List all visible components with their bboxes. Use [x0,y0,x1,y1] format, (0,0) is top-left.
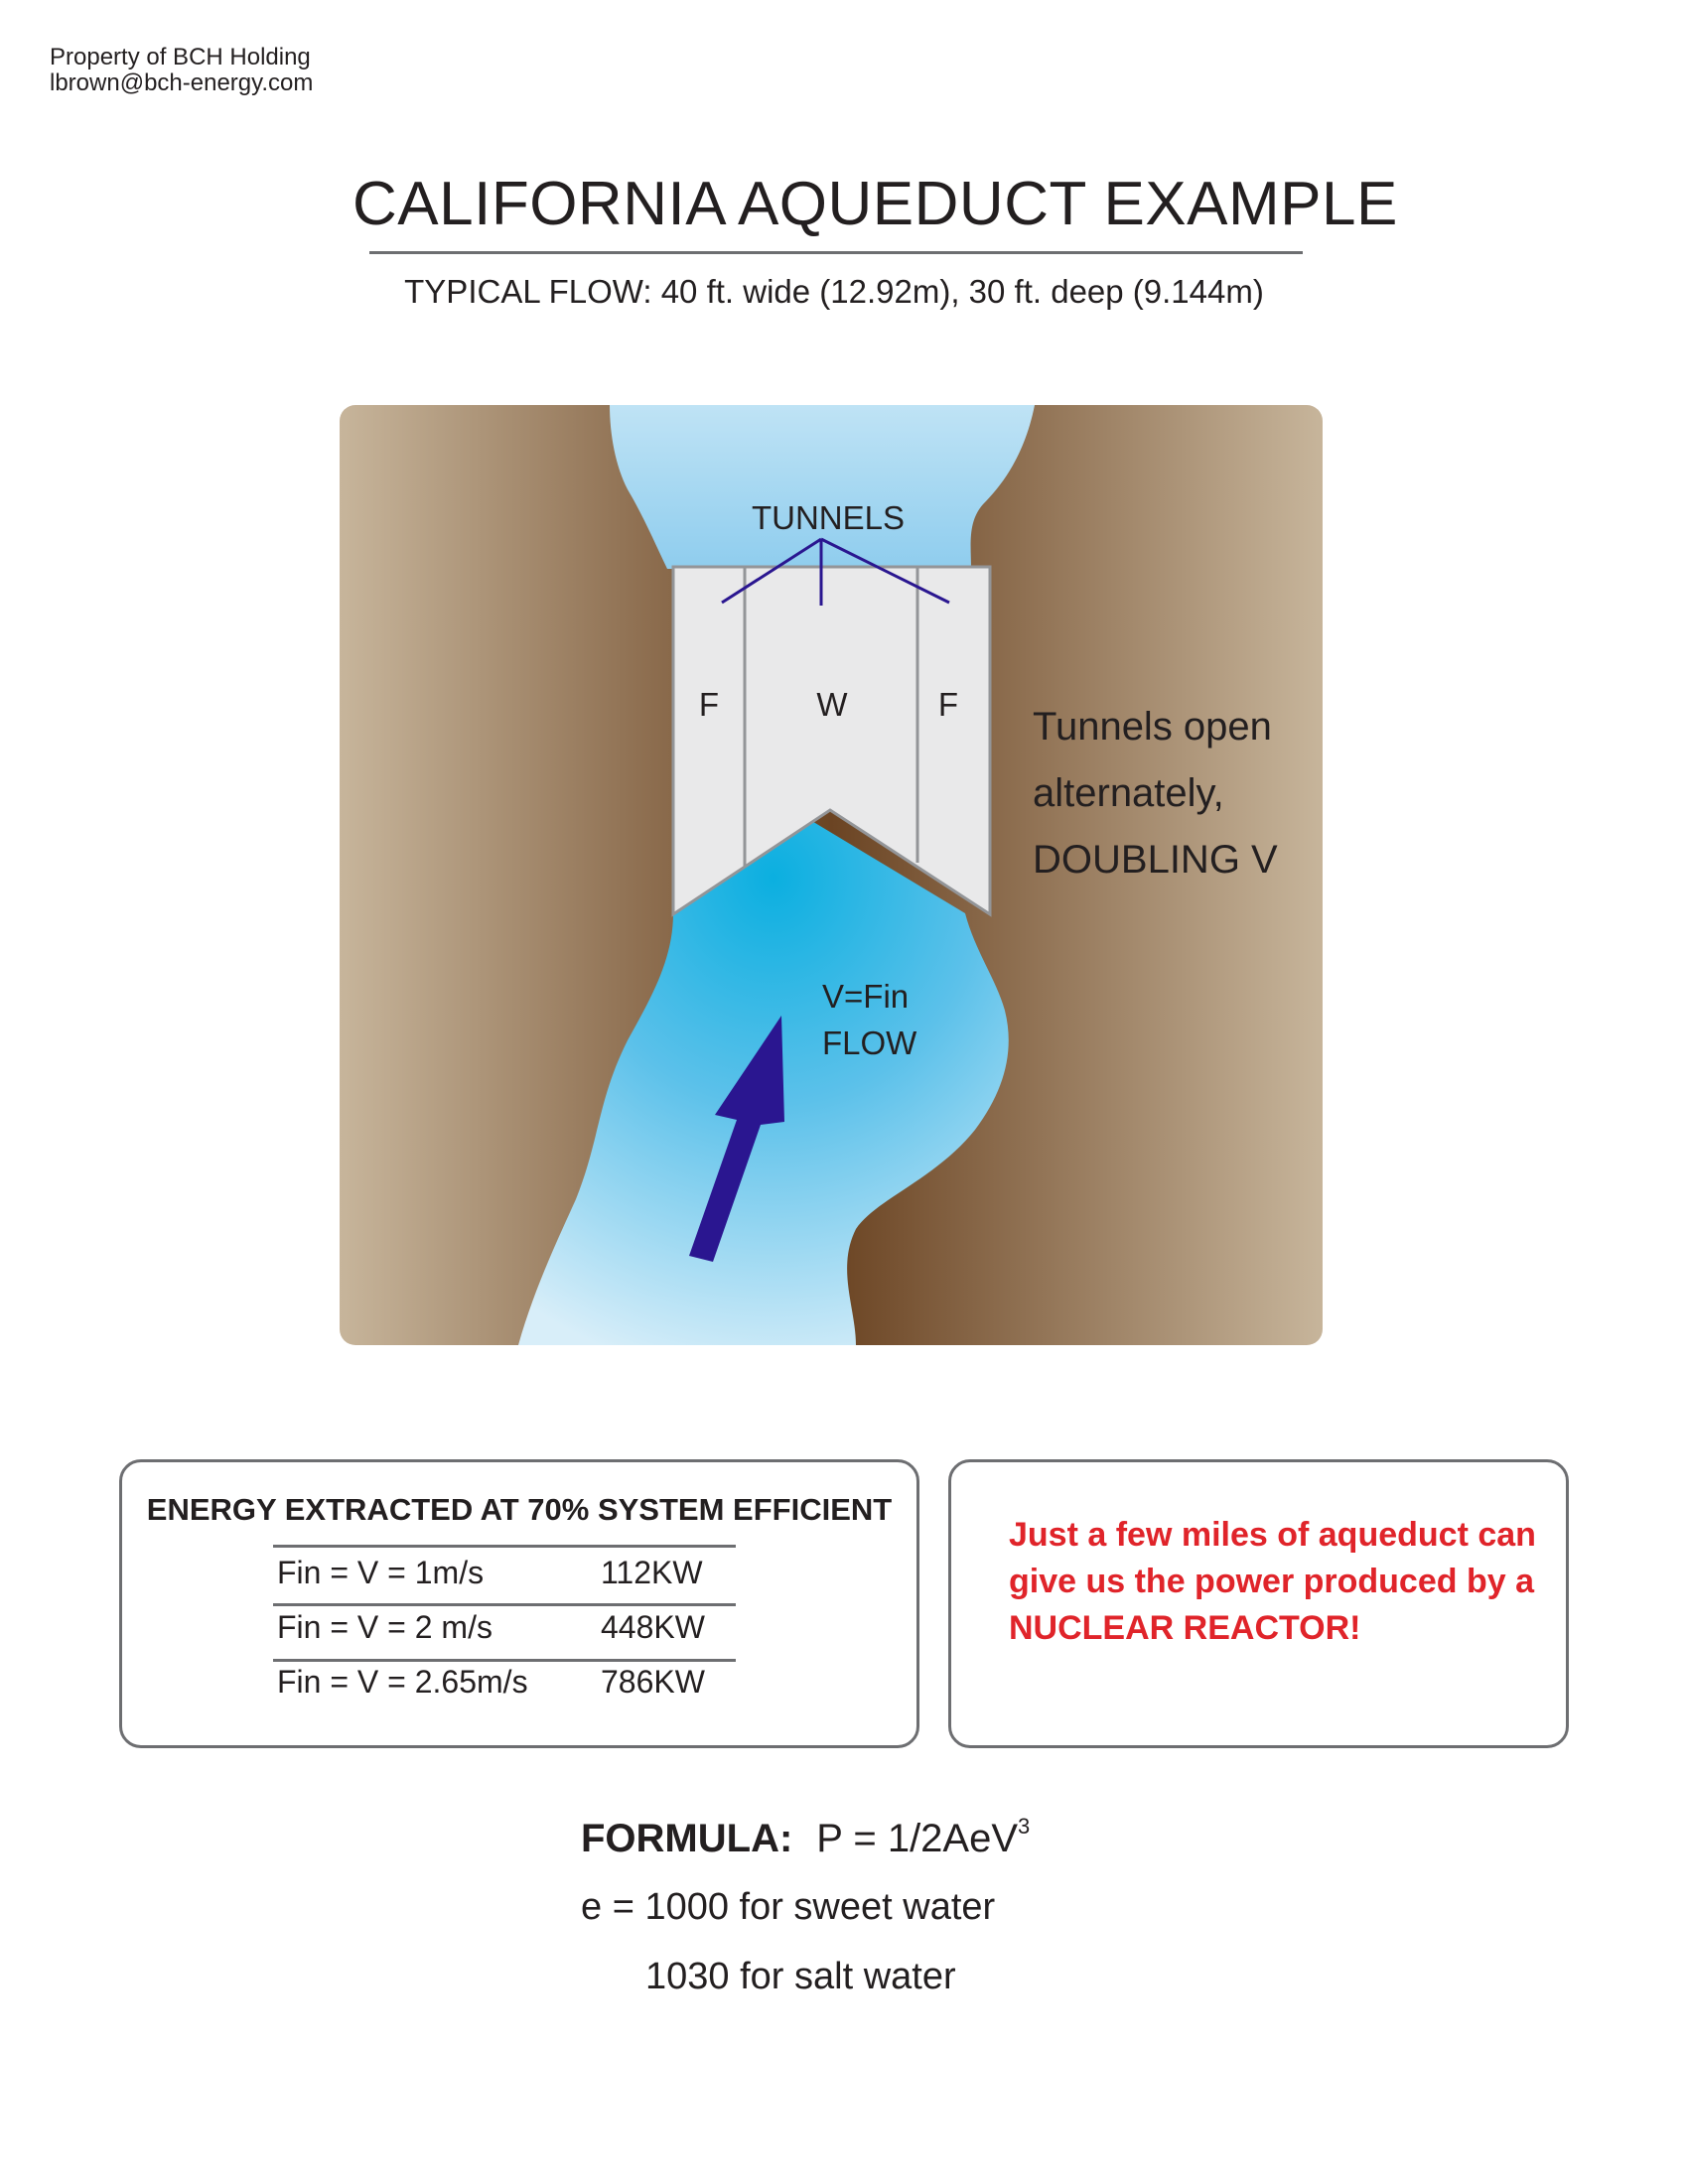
tunnel-label-left: F [698,686,720,723]
tunnel-label-right: F [937,686,959,723]
aqueduct-diagram [340,405,1323,1345]
row-label: Fin = V = 2.65m/s [277,1664,528,1700]
energy-table [273,1545,859,1708]
ownership-note [50,45,313,96]
callout-text: Just a few miles of aqueduct can give us the power produced by a NUCLEAR REACTOR! [1009,1516,1536,1647]
owner-line: Property of BCH Holding [50,44,311,70]
formula-expression: P = 1/2AeV [816,1817,1019,1860]
title-underline [369,251,1303,254]
row-label: Fin = V = 2 m/s [277,1609,492,1645]
energy-heading: ENERGY EXTRACTED AT 70% SYSTEM EFFICIENT [146,1492,893,1527]
note-line-3: DOUBLING V [1033,838,1278,882]
note-line-1: Tunnels open [1033,705,1272,749]
row-value: 448KW [601,1609,705,1645]
energy-table-box [119,1459,919,1748]
formula-exponent: 3 [1018,1813,1031,1839]
callout-box [948,1459,1569,1748]
table-row [273,1599,859,1654]
owner-email: lbrown@bch-energy.com [50,69,314,96]
coefficient-salt-water: 1030 for salt water [645,1956,956,1997]
row-value: 786KW [601,1664,705,1700]
note-line-2: alternately, [1033,771,1224,815]
row-value: 112KW [601,1555,703,1590]
table-row [273,1545,859,1599]
page-title: CALIFORNIA AQUEDUCT EXAMPLE [352,170,1398,238]
formula [581,1813,1031,1861]
row-label: Fin = V = 1m/s [277,1555,485,1590]
formula-label: FORMULA: [581,1817,793,1860]
table-row [273,1654,859,1708]
flow-label-line-2: FLOW [822,1024,917,1061]
coefficient-sweet-water: e = 1000 for sweet water [581,1886,996,1928]
tunnel-label-center: W [816,686,848,723]
page-subtitle: TYPICAL FLOW: 40 ft. wide (12.92m), 30 ft. deep (9.144m) [404,273,1264,310]
tunnels-label: TUNNELS [751,499,906,536]
flow-label-line-1: V=Fin [822,978,910,1015]
